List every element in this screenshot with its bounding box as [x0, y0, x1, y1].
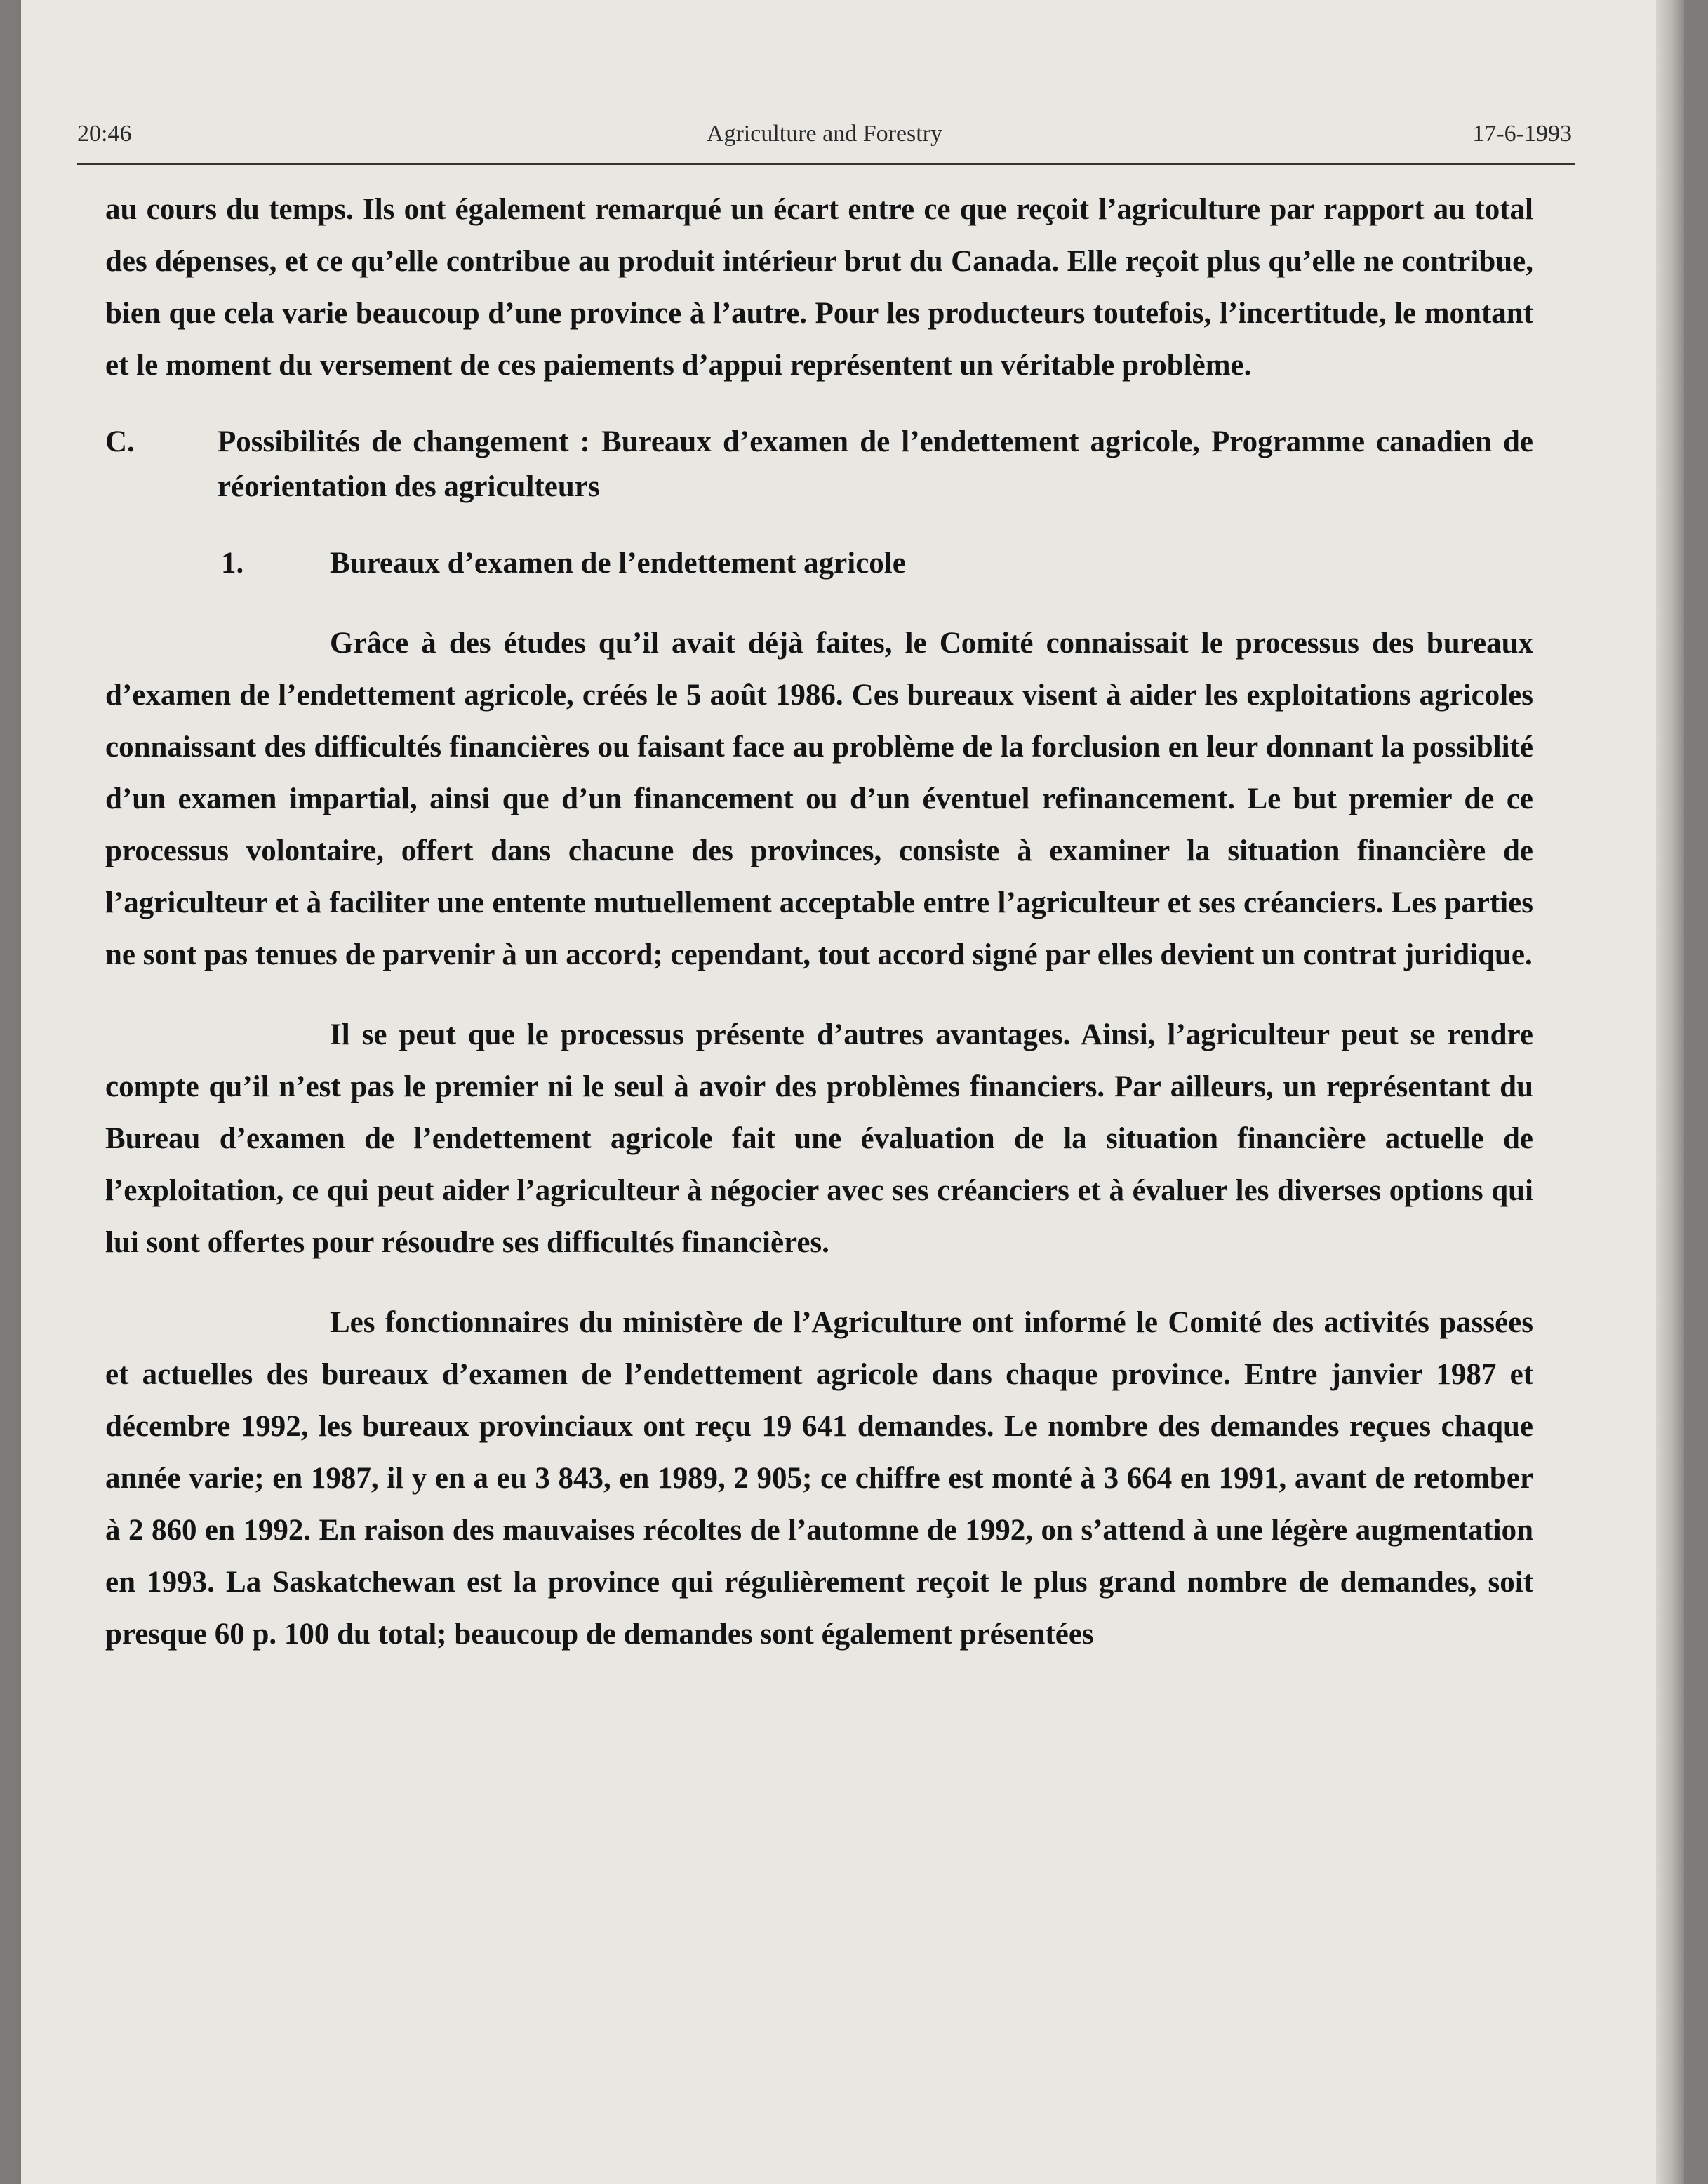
spacer — [105, 392, 1533, 420]
paragraph: Les fonctionnaires du ministère de l’Agriculture ont informé le Comité des activités passées et actuelles des bureaux d’examen de l’endettement agricole dans chaque province. Entre janvier 1987 et décembre 1992, les bureaux provinciaux ont reçu 19 641 demandes. Le nombre des demandes reçues chaque année varie; en 1987, il y en a eu 3 843, en 1989, 2 905; ce chiffre est monté à 3 664 en 1991, avant de retomber à 2 860 en 1992. En raison des mauvaises récoltes de l’automne de 1992, on s’attend à une légère augmentation en 1993. La Saskatchewan est la province qui régulièrement reçoit le plus grand nombre de demandes, soit presque 60 p. 100 du total; beaucoup de demandes sont également présentées — [105, 1306, 1533, 1651]
header-rule — [77, 163, 1575, 165]
section-heading — [105, 420, 1533, 510]
section-number: C. — [105, 425, 135, 458]
document-body — [105, 184, 1533, 1660]
subsection-heading — [105, 538, 1533, 590]
running-header — [77, 121, 1572, 156]
page-edge — [1656, 0, 1684, 2184]
section-title: Possibilités de changement : Bureaux d’examen de l’endettement agricole, Programme canadien de réorientation des agriculteurs — [218, 425, 1533, 503]
subsection-title: Bureaux d’examen de l’endettement agricole — [330, 547, 906, 580]
spacer — [105, 510, 1533, 538]
spacer — [105, 1269, 1533, 1297]
paragraph: Il se peut que le processus présente d’autres avantages. Ainsi, l’agriculteur peut se rendre compte qu’il n’est pas le premier ni le seul à avoir des problèmes financiers. Par ailleurs, un représentant du Bureau d’examen de l’endettement agricole fait une évaluation de la situation financière actuelle de l’exploitation, ce qui peut aider l’agriculteur à négocier avec ses créanciers et à évaluer les diverses options qui lui sont offertes pour résoudre ses difficultés financières. — [105, 1018, 1533, 1259]
subsection-number: 1. — [221, 547, 244, 580]
header-time: 20:46 — [77, 121, 132, 147]
spacer — [105, 590, 1533, 618]
header-title: Agriculture and Forestry — [706, 121, 943, 147]
paragraph: au cours du temps. Ils ont également remarqué un écart entre ce que reçoit l’agriculture par rapport au total des dépenses, et ce qu’elle contribue au produit intérieur brut du Canada. Elle reçoit plus qu’elle ne contribue, bien que cela varie beaucoup d’une province à l’autre. Pour les producteurs toutefois, l’incertitude, le montant et le moment du versement de ces paiements d’appui représentent un véritable problème. — [105, 193, 1533, 382]
header-date: 17-6-1993 — [1472, 121, 1572, 147]
spacer — [105, 981, 1533, 1009]
paragraph: Grâce à des études qu’il avait déjà faites, le Comité connaissait le processus des bureaux d’examen de l’endettement agricole, créés le 5 août 1986. Ces bureaux visent à aider les exploitations agricoles connaissant des difficultés financières ou faisant face au problème de la forclusion en leur donnant la possiblité d’un examen impartial, ainsi que d’un financement ou d’un éventuel refinancement. Le but premier de ce processus volontaire, offert dans chacune des provinces, consiste à examiner la situation financière de l’agriculteur et à faciliter une entente mutuellement acceptable entre l’agriculteur et ses créanciers. Les parties ne sont pas tenues de parvenir à un accord; cependant, tout accord signé par elles devient un contrat juridique. — [105, 627, 1533, 971]
